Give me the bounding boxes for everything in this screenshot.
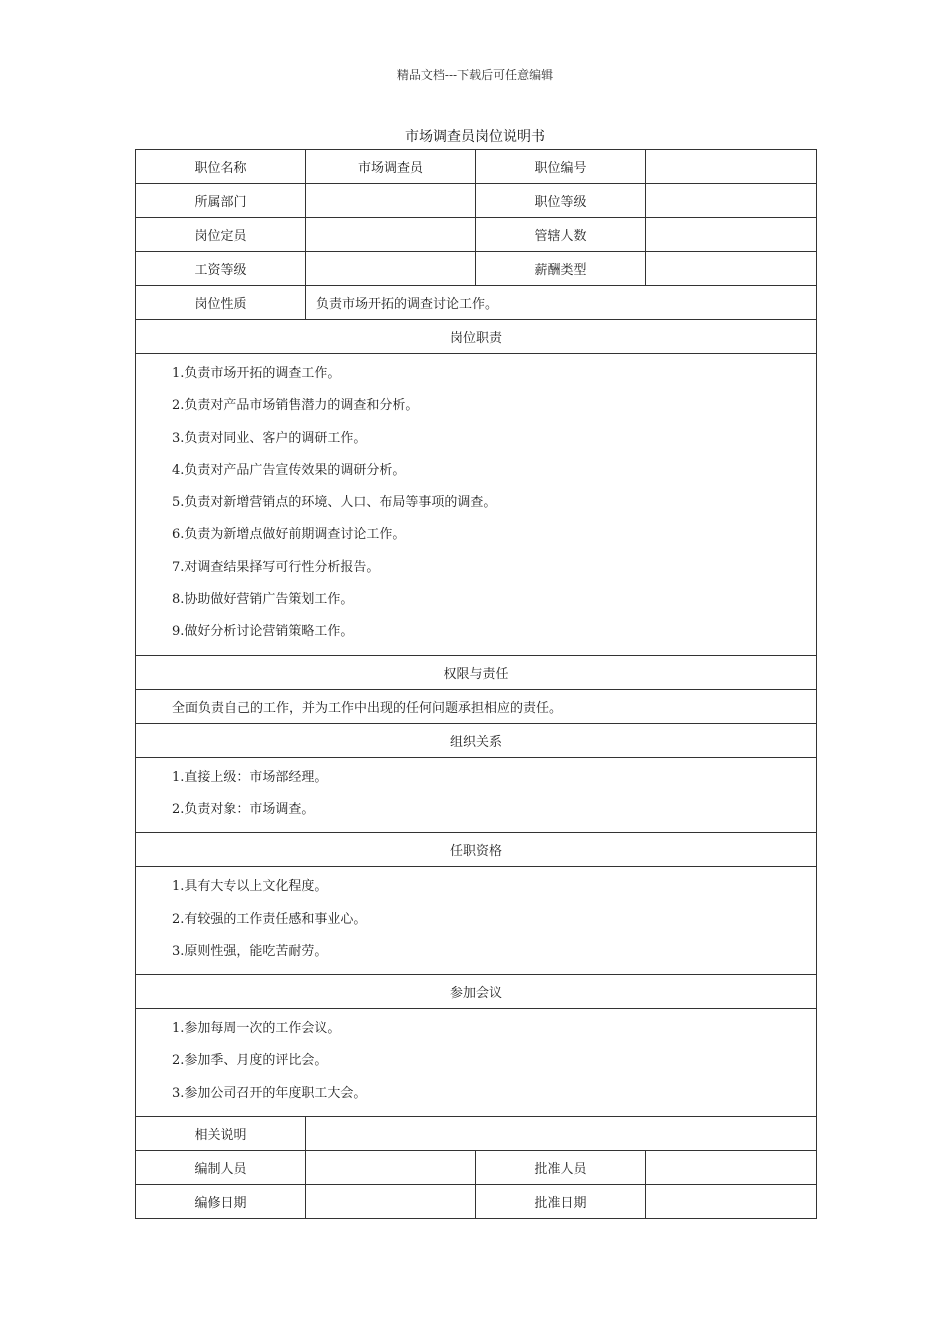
position-code-value xyxy=(646,150,817,184)
row-duties-list xyxy=(136,354,817,656)
qualifications-heading: 任职资格 xyxy=(136,833,817,867)
row-revision-date xyxy=(136,1185,817,1219)
row-meetings-list xyxy=(136,1009,817,1117)
revision-date-value xyxy=(306,1185,476,1219)
row-qualifications-list xyxy=(136,867,817,975)
row-prepared-by xyxy=(136,1151,817,1185)
pay-type-label: 薪酬类型 xyxy=(476,252,646,286)
row-wage-grade xyxy=(136,252,817,286)
list-item: 6.负责为新增点做好前期调查讨论工作。 xyxy=(172,527,406,543)
list-item: 3.参加公司召开的年度职工大会。 xyxy=(172,1085,367,1101)
job-description-table xyxy=(135,149,817,1219)
pay-type-value xyxy=(646,252,817,286)
position-level-label: 职位等级 xyxy=(476,184,646,218)
nature-label: 岗位性质 xyxy=(136,286,306,320)
row-qualifications-heading xyxy=(136,833,817,867)
row-authority-heading xyxy=(136,655,817,689)
qualifications-list xyxy=(136,867,817,975)
wage-grade-value xyxy=(306,252,476,286)
list-item: 2.负责对象：市场调查。 xyxy=(172,801,315,817)
list-item: 1.具有大专以上文化程度。 xyxy=(172,879,328,895)
prepared-by-label: 编制人员 xyxy=(136,1151,306,1185)
list-item: 9.做好分析讨论营销策略工作。 xyxy=(172,624,354,640)
row-meetings-heading xyxy=(136,975,817,1009)
approval-date-label: 批准日期 xyxy=(476,1185,646,1219)
position-code-label: 职位编号 xyxy=(476,150,646,184)
row-notes xyxy=(136,1117,817,1151)
row-authority-text xyxy=(136,689,817,723)
department-value xyxy=(306,184,476,218)
row-nature xyxy=(136,286,817,320)
list-item: 1.直接上级：市场部经理。 xyxy=(172,769,328,785)
position-level-value xyxy=(646,184,817,218)
authority-heading: 权限与责任 xyxy=(136,655,817,689)
meetings-heading: 参加会议 xyxy=(136,975,817,1009)
row-position-name xyxy=(136,150,817,184)
row-department xyxy=(136,184,817,218)
wage-grade-label: 工资等级 xyxy=(136,252,306,286)
authority-text: 全面负责自己的工作，并为工作中出现的任何问题承担相应的责任。 xyxy=(136,689,817,723)
notes-label: 相关说明 xyxy=(136,1117,306,1151)
approved-by-value xyxy=(646,1151,817,1185)
list-item: 2.负责对产品市场销售潜力的调查和分析。 xyxy=(172,398,419,414)
header-note: 精品文档---下载后可任意编辑 xyxy=(396,68,554,82)
headcount-value xyxy=(306,218,476,252)
position-name-value: 市场调查员 xyxy=(306,150,476,184)
document-title: 市场调查员岗位说明书 xyxy=(405,129,545,145)
list-item: 1.参加每周一次的工作会议。 xyxy=(172,1021,341,1037)
approval-date-value xyxy=(646,1185,817,1219)
prepared-by-value xyxy=(306,1151,476,1185)
list-item: 8.协助做好营销广告策划工作。 xyxy=(172,592,354,608)
approved-by-label: 批准人员 xyxy=(476,1151,646,1185)
duties-heading: 岗位职责 xyxy=(136,320,817,354)
row-organization-heading xyxy=(136,723,817,757)
row-duties-heading xyxy=(136,320,817,354)
list-item: 4.负责对产品广告宣传效果的调研分析。 xyxy=(172,462,406,478)
revision-date-label: 编修日期 xyxy=(136,1185,306,1219)
row-headcount xyxy=(136,218,817,252)
organization-heading: 组织关系 xyxy=(136,723,817,757)
row-organization-list xyxy=(136,757,817,833)
list-item: 3.负责对同业、客户的调研工作。 xyxy=(172,430,367,446)
list-item: 5.负责对新增营销点的环境、人口、布局等事项的调查。 xyxy=(172,495,497,511)
organization-list xyxy=(136,757,817,833)
subordinates-value xyxy=(646,218,817,252)
list-item: 7.对调查结果择写可行性分析报告。 xyxy=(172,559,380,575)
list-item: 3.原则性强，能吃苦耐劳。 xyxy=(172,943,328,959)
position-name-label: 职位名称 xyxy=(136,150,306,184)
duties-list xyxy=(136,354,817,656)
notes-value xyxy=(306,1117,817,1151)
nature-value: 负责市场开拓的调查讨论工作。 xyxy=(306,286,817,320)
headcount-label: 岗位定员 xyxy=(136,218,306,252)
list-item: 2.参加季、月度的评比会。 xyxy=(172,1053,328,1069)
list-item: 2.有较强的工作责任感和事业心。 xyxy=(172,911,367,927)
list-item: 1.负责市场开拓的调查工作。 xyxy=(172,366,341,381)
meetings-list xyxy=(136,1009,817,1117)
subordinates-label: 管辖人数 xyxy=(476,218,646,252)
department-label: 所属部门 xyxy=(136,184,306,218)
